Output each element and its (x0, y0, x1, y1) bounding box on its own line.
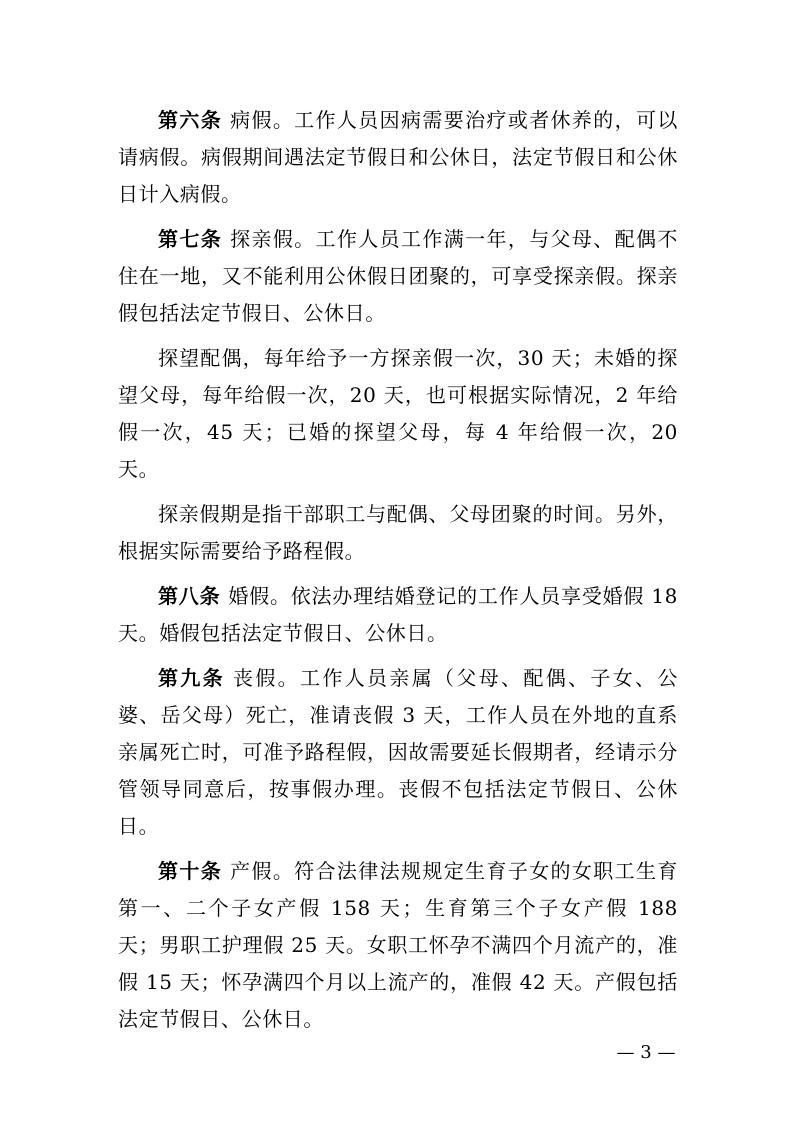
paragraph-text: 探望配偶，每年给予一方探亲假一次，30 天；未婚的探望父母，每年给假一次，20 天，也可根据实际情况，2 年给假一次，45 天；已婚的探望父母，每 4 年给假一次，20 天。 (118, 346, 678, 481)
article-8-paragraph (118, 578, 678, 652)
family-visit-spouse-parents-paragraph (118, 340, 678, 488)
article-text: 丧假。工作人员亲属（父母、配偶、子女、公婆、岳父母）死亡，准请丧假 3 天，工作人员在外地的直系亲属死亡时，可准予路程假，因故需要延长假期者，经请示分管领导同意后，按事假办理。丧假不包括法定节假日、公休日。 (118, 666, 678, 838)
article-10-paragraph (118, 853, 678, 1038)
article-6-paragraph (118, 102, 678, 213)
article-text: 婚假。依法办理结婚登记的工作人员享受婚假 18 天。婚假包括法定节假日、公休日。 (118, 584, 678, 645)
article-7-paragraph (118, 221, 678, 332)
article-9-paragraph (118, 660, 678, 845)
family-visit-definition-paragraph (118, 496, 678, 570)
article-heading: 第六条 (158, 108, 223, 132)
page-number: — 3 — (616, 1042, 676, 1063)
paragraph-text: 探亲假期是指干部职工与配偶、父母团聚的时间。另外，根据实际需要给予路程假。 (118, 502, 678, 563)
article-text: 探亲假。工作人员工作满一年，与父母、配偶不住在一地，又不能利用公休假日团聚的，可享受探亲假。探亲假包括法定节假日、公休日。 (118, 227, 678, 325)
article-heading: 第十条 (158, 859, 223, 883)
article-heading: 第九条 (158, 666, 226, 690)
article-text: 产假。符合法律法规规定生育子女的女职工生育第一、二个子女产假 158 天；生育第三个子女产假 188 天；男职工护理假 25 天。女职工怀孕不满四个月流产的，准假 15 天；怀孕满四个月以上流产的，准假 42 天。产假包括法定节假日、公休日。 (118, 859, 678, 1031)
document-body (118, 102, 678, 1046)
article-heading: 第七条 (158, 227, 223, 251)
article-heading: 第八条 (158, 584, 221, 608)
article-text: 病假。工作人员因病需要治疗或者休养的，可以请病假。病假期间遇法定节假日和公休日，法定节假日和公休日计入病假。 (118, 108, 678, 206)
